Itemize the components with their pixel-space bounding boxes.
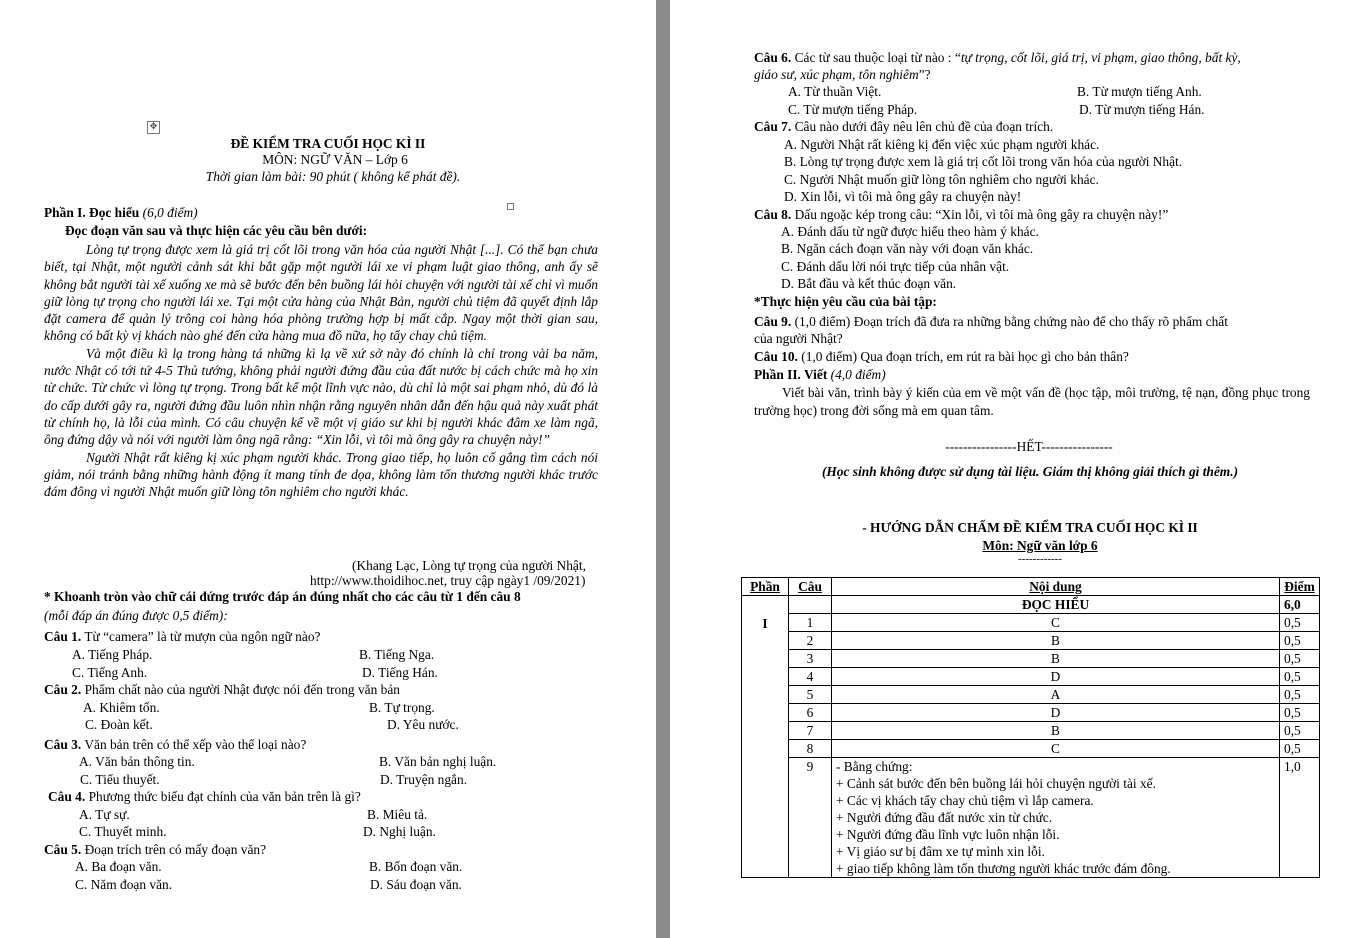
evidence-line: + Cảnh sát bước đến bên buồng lái hỏi chuyện người tài xế.: [836, 776, 1156, 791]
section-title: ĐỌC HIỂU: [832, 596, 1280, 614]
q6-option-a[interactable]: A. Từ thuần Việt.: [788, 84, 882, 99]
exam-title: ĐỀ KIỂM TRA CUỐI HỌC KÌ II: [230, 136, 426, 151]
guide-dashes: ------------: [1018, 553, 1062, 565]
guide-subject: Môn: Ngữ văn lớp 6: [982, 538, 1098, 553]
question-cell: 5: [789, 686, 832, 704]
points-cell: 0,5: [1280, 668, 1320, 686]
end-marker: ----------------HẾT----------------: [945, 439, 1113, 454]
points-cell: 0,5: [1280, 632, 1320, 650]
q6-option-b[interactable]: B. Từ mượn tiếng Anh.: [1077, 84, 1202, 99]
table-row: [742, 758, 1320, 878]
q2-option-a[interactable]: A. Khiêm tốn.: [83, 700, 160, 715]
q2-option-c[interactable]: C. Đoàn kết.: [85, 717, 153, 732]
q7-option-a[interactable]: A. Người Nhật rất kiêng kị đến việc xúc phạm người khác.: [784, 137, 1100, 152]
table-row: [742, 614, 1320, 632]
source-line-1: (Khang Lạc, Lòng tự trọng của người Nhật,: [352, 558, 586, 573]
part1-heading: Phần I. Đọc hiểu (6,0 điểm): [44, 205, 198, 220]
grading-table: [741, 577, 1320, 878]
exam-time: Thời gian làm bài: 90 phút ( không kể phát đề).: [205, 169, 461, 184]
question-6: Câu 6. Các từ sau thuộc loại từ nào : “tự trọng, cốt lõi, giá trị, vi phạm, giao thông, bất kỳ,: [754, 50, 1241, 65]
question-5: Câu 5. Đoạn trích trên có mấy đoạn văn?: [44, 842, 267, 857]
evidence-line: + Người đứng đầu đất nước xin từ chức.: [836, 810, 1053, 825]
question-cell: 9: [789, 758, 832, 878]
answer-cell: D: [832, 704, 1280, 722]
table-row: [742, 668, 1320, 686]
q8-option-a[interactable]: A. Đánh dấu từ ngữ được hiểu theo hàm ý khác.: [781, 224, 1039, 239]
question-9-cont: của người Nhật?: [754, 331, 843, 346]
q3-option-a[interactable]: A. Văn bản thông tin.: [79, 754, 195, 769]
question-cell: [789, 596, 832, 614]
source-line-2: http://www.thoidihoc.net, truy cập ngày1 /09/2021): [310, 573, 586, 588]
q4-option-d[interactable]: D. Nghị luận.: [363, 824, 436, 839]
table-row: [742, 632, 1320, 650]
answer-cell: B: [832, 722, 1280, 740]
q7-option-b[interactable]: B. Lòng tự trọng được xem là giá trị cốt lõi trong văn hóa của người Nhật.: [784, 154, 1183, 169]
q3-option-d[interactable]: D. Truyện ngắn.: [380, 772, 468, 787]
q8-option-b[interactable]: B. Ngăn cách đoạn văn này với đoạn văn khác.: [781, 241, 1034, 256]
q2-option-d[interactable]: D. Yêu nước.: [387, 717, 459, 732]
points-cell: 0,5: [1280, 722, 1320, 740]
question-cell: 1: [789, 614, 832, 632]
exam-subject: MÔN: NGỮ VĂN – Lớp 6: [262, 152, 408, 167]
points-cell: 0,5: [1280, 686, 1320, 704]
header-question: Câu: [789, 578, 832, 596]
q3-option-c[interactable]: C. Tiểu thuyết.: [80, 772, 160, 787]
q1-option-d[interactable]: D. Tiếng Hán.: [362, 665, 438, 680]
question-10: Câu 10. (1,0 điểm) Qua đoạn trích, em rút ra bài học gì cho bản thân?: [754, 349, 1129, 364]
table-move-handle-icon[interactable]: ✥: [147, 121, 160, 134]
evidence-line: - Bằng chứng:: [836, 759, 913, 774]
page-separator: [656, 0, 670, 938]
header-content: Nội dung: [832, 578, 1280, 596]
answer-cell: B: [832, 632, 1280, 650]
q8-option-d[interactable]: D. Bắt đầu và kết thúc đoạn văn.: [781, 276, 957, 291]
table-row: [742, 740, 1320, 758]
question-cell: 6: [789, 704, 832, 722]
passage-paragraph-2: Và một điều kì lạ trong hàng tá những kì lạ về xứ sở này đó chính là chỉ trong vài ba năm, nước Nhật có tới tứ 4-5 Thủ tướng, không phải người đứng đầu của đất nước bị cách chức mà họ xin từ chức. Từ chức vì lòng tự trọng. Trong bất kể một lĩnh vực nào, dù chỉ là một sai phạm nhỏ, dù đó là do cấp dưới gây ra, người đứng đầu luôn nhìn nhận rằng nguyên nhân dẫn đến hậu quả này xuất phát từ chính họ, là lỗi của mình. Có câu chuyện kể về một vị giáo sư khi bị người khác đâm xe làm ngã, ông đứng dậy và nói với người làm ông ngã rằng: “Xin lỗi, vì tôi mà ông gây ra chuyện này!”: [44, 345, 598, 448]
task-heading: *Thực hiện yêu cầu của bài tập:: [754, 294, 937, 309]
question-9: Câu 9. (1,0 điểm) Đoạn trích đã đưa ra những bằng chứng nào để cho thấy rõ phẩm chất: [754, 314, 1228, 329]
points-cell: 0,5: [1280, 650, 1320, 668]
answer-cell: D: [832, 668, 1280, 686]
table-row: [742, 722, 1320, 740]
paragraph-mark-icon: [507, 203, 514, 210]
question-1: Câu 1. Từ “camera” là từ mượn của ngôn ngữ nào?: [44, 629, 321, 644]
question-cell: 4: [789, 668, 832, 686]
q5-option-b[interactable]: B. Bốn đoạn văn.: [369, 859, 463, 874]
q5-option-c[interactable]: C. Năm đoạn văn.: [75, 877, 173, 892]
points-cell: 0,5: [1280, 740, 1320, 758]
exam-note: (Học sinh không được sử dụng tài liệu. Giám thị không giải thích gì thêm.): [821, 464, 1239, 479]
table-row: [742, 650, 1320, 668]
question-cell: 8: [789, 740, 832, 758]
question-4: Câu 4. Phương thức biểu đạt chính của văn bản trên là gì?: [48, 789, 361, 804]
header-points: Điểm: [1280, 578, 1320, 596]
q6-option-c[interactable]: C. Từ mượn tiếng Pháp.: [788, 102, 918, 117]
guide-title: - HƯỚNG DẪN CHẤM ĐỀ KIỂM TRA CUỐI HỌC KÌ II: [862, 520, 1198, 535]
part2-heading: Phần II. Viết (4,0 điểm): [754, 367, 886, 382]
points-cell: 0,5: [1280, 704, 1320, 722]
q6-option-d[interactable]: D. Từ mượn tiếng Hán.: [1079, 102, 1205, 117]
table-row: [742, 686, 1320, 704]
question-cell: 3: [789, 650, 832, 668]
q1-option-b[interactable]: B. Tiếng Nga.: [359, 647, 435, 662]
evidence-line: + Vị giáo sư bị đâm xe tự mình xin lỗi.: [836, 844, 1045, 859]
question-3: Câu 3. Văn bản trên có thể xếp vào thể loại nào?: [44, 737, 307, 752]
table-row: [742, 596, 1320, 614]
part2-prompt: Viết bài văn, trình bày ý kiến của em về một vấn đề (học tập, môi trường, tệ nạn, đồng phục trong trường học) trong đời sống mà em quan tâm.: [754, 385, 1310, 418]
answer-cell: B: [832, 650, 1280, 668]
q1-option-c[interactable]: C. Tiếng Anh.: [72, 665, 148, 680]
question-8: Câu 8. Dấu ngoặc kép trong câu: “Xin lỗi, vì tôi mà ông gây ra chuyện này!”: [754, 207, 1169, 222]
q2-option-b[interactable]: B. Tự trọng.: [369, 700, 435, 715]
answer-cell: [832, 758, 1280, 878]
question-7: Câu 7. Câu nào dưới đây nêu lên chủ đề của đoạn trích.: [754, 119, 1054, 134]
evidence-line: + giao tiếp không làm tổn thương người khác trước đám đông.: [836, 861, 1171, 876]
q4-option-b[interactable]: B. Miêu tả.: [367, 807, 428, 822]
part-cell: I: [742, 596, 789, 878]
section-points: 6,0: [1280, 596, 1320, 614]
right-document-page: [670, 0, 1366, 938]
q4-option-a[interactable]: A. Tự sự.: [79, 807, 130, 822]
points-cell: 1,0: [1280, 758, 1320, 878]
evidence-line: + Các vị khách tẩy chay chủ tiệm vì lắp camera.: [836, 793, 1094, 808]
q7-option-c[interactable]: C. Người Nhật muốn giữ lòng tôn nghiêm cho người khác.: [784, 172, 1099, 187]
question-cell: 2: [789, 632, 832, 650]
q7-option-d[interactable]: D. Xin lỗi, vì tôi mà ông gây ra chuyện này!: [784, 189, 1022, 204]
q5-option-d[interactable]: D. Sáu đoạn văn.: [370, 877, 462, 892]
passage-paragraph-3: Người Nhật rất kiêng kị xúc phạm người khác. Trong giao tiếp, họ luôn cố gắng tìm cách nói giảm, nói tránh bằng những hành động ít mang tính đe dọa, không làm tổn thương người khác trước đám đông vì người Nhật muốn giữ lòng tôn nghiêm cho người khác.: [44, 449, 598, 500]
answer-cell: A: [832, 686, 1280, 704]
q1-option-a[interactable]: A. Tiếng Pháp.: [72, 647, 153, 662]
mc-instruction: * Khoanh tròn vào chữ cái đứng trước đáp án đúng nhất cho các câu từ 1 đến câu 8: [44, 589, 521, 604]
table-header-row: [742, 578, 1320, 596]
answer-cell: C: [832, 740, 1280, 758]
header-part: Phần: [742, 578, 789, 596]
q5-option-a[interactable]: A. Ba đoạn văn.: [75, 859, 162, 874]
q8-option-c[interactable]: C. Đánh dấu lời nói trực tiếp của nhân vật.: [781, 259, 1010, 274]
q3-option-b[interactable]: B. Văn bản nghị luận.: [379, 754, 497, 769]
question-2: Câu 2. Phẩm chất nào của người Nhật được nói đến trong văn bản: [44, 682, 400, 697]
mc-points: (mỗi đáp án đúng được 0,5 điểm):: [44, 608, 228, 623]
reading-instruction: Đọc đoạn văn sau và thực hiện các yêu cầu bên dưới:: [65, 223, 368, 238]
left-document-page: [0, 0, 656, 938]
q4-option-c[interactable]: C. Thuyết minh.: [79, 824, 167, 839]
passage-paragraph-1: Lòng tự trọng được xem là giá trị cốt lõi trong văn hóa của người Nhật [...]. Có thể bạn chưa biết, tại Nhật, một người cảnh sát khi bắt gặp một người lái xe vi phạm luật giao thông, anh ấy sẽ không bắt người tài xế xuống xe mà sẽ bước đến bên buồng lái hỏi chuyện với người tài xế chỉ vì muốn giữ lòng tự trọng cho người lái xe. Tại một cửa hàng của Nhật Bản, người chủ tiệm đã quyết định lắp đặt camera để quản lý trông coi hàng hóa phòng trường hợp bị mất cắp. Ngay một thời gian sau, không có bất kỳ vị khách nào ghé đến cửa hàng mua đồ nữa, họ tẩy chay chủ tiệm.: [44, 242, 598, 344]
answer-cell: C: [832, 614, 1280, 632]
table-row: [742, 704, 1320, 722]
question-6-cont: giáo sư, xúc phạm, tôn nghiêm”?: [754, 67, 931, 82]
points-cell: 0,5: [1280, 614, 1320, 632]
reading-passage: [44, 241, 598, 500]
evidence-line: + Người đứng đầu lĩnh vực luôn nhận lỗi.: [836, 827, 1060, 842]
question-cell: 7: [789, 722, 832, 740]
